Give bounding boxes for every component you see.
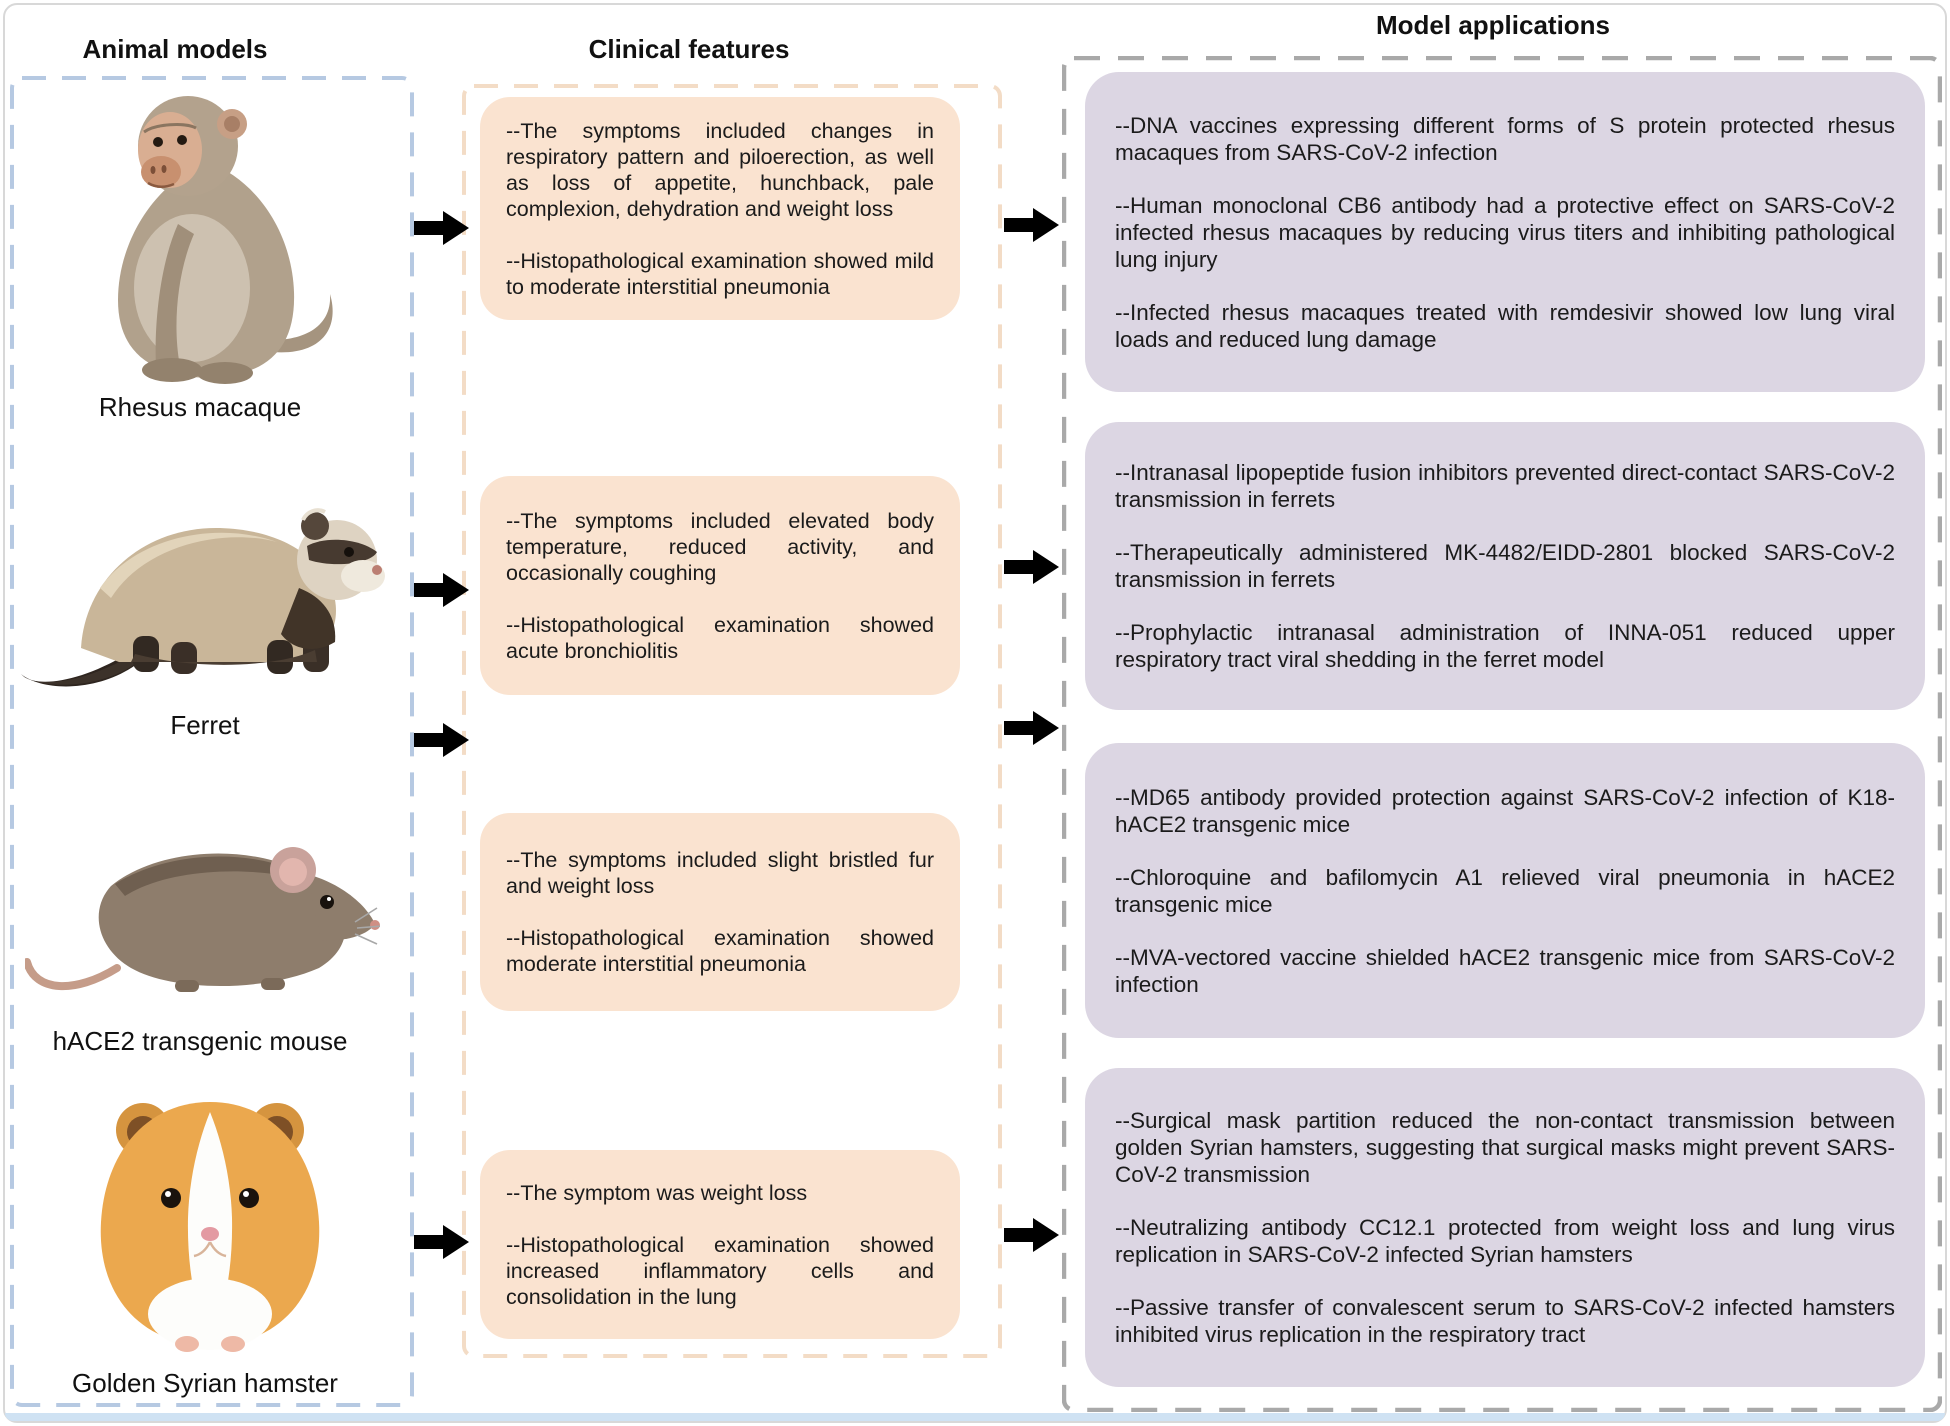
- arrow-icon: [1004, 548, 1060, 586]
- clinical-text: --Histopathological examination showed acute bronchiolitis: [506, 612, 934, 663]
- animal-label-hace2-mouse: hACE2 transgenic mouse: [52, 1026, 348, 1056]
- clinical-text: --Histopathological examination showed mild to moderate interstitial pneumonia: [506, 248, 934, 299]
- clinical-text: --The symptom was weight loss: [506, 1180, 808, 1205]
- application-text: --Surgical mask partition reduced the non-contact transmission between golden Syrian hamsters, suggesting that surgical masks might prevent SARS-CoV-2 transmission: [1115, 1108, 1895, 1187]
- clinical-text: --The symptoms included slight bristled fur and weight loss: [506, 848, 934, 898]
- animal-label-golden-syrian-hamster: Golden Syrian hamster: [72, 1368, 338, 1398]
- application-text: --Neutralizing antibody CC12.1 protected from weight loss and lung virus replication in SARS-CoV-2 infected Syrian hamsters: [1115, 1215, 1895, 1267]
- animal-label-rhesus-macaque: Rhesus macaque: [98, 392, 302, 422]
- arrow-icon: [414, 209, 470, 247]
- header-model-applications: Model applications: [1375, 10, 1611, 40]
- arrow-icon: [1004, 709, 1060, 747]
- rhesus-macaque-image: [60, 84, 350, 384]
- arrow-icon: [1004, 206, 1060, 244]
- applications-box-hamster: [1085, 1068, 1925, 1387]
- application-text: --DNA vaccines expressing different forms of S protein protected rhesus macaques from SARS-CoV-2 infection: [1115, 112, 1895, 165]
- application-text: --Prophylactic intranasal administration of INNA-051 reduced upper respiratory tract viral shedding in the ferret model: [1115, 620, 1895, 672]
- application-text: --Infected rhesus macaques treated with remdesivir showed low lung viral loads and reduced lung damage: [1115, 299, 1895, 352]
- application-text: --Intranasal lipopeptide fusion inhibitors prevented direct-contact SARS-CoV-2 transmission in ferrets: [1115, 460, 1895, 512]
- header-animal-models: Animal models: [82, 34, 268, 64]
- application-text: --Chloroquine and bafilomycin A1 relieved viral pneumonia in hACE2 transgenic mice: [1115, 864, 1895, 917]
- arrow-icon: [414, 1223, 470, 1261]
- animal-label-ferret: Ferret: [170, 710, 240, 740]
- clinical-box-rhesus: [480, 97, 960, 320]
- clinical-box-ferret: [480, 476, 960, 695]
- hace2-mouse-image: [25, 826, 380, 1016]
- applications-box-rhesus: [1085, 72, 1925, 392]
- arrow-icon: [1004, 1216, 1060, 1254]
- clinical-text: --Histopathological examination showed increased inflammatory cells and consolidation in the lung: [506, 1232, 934, 1309]
- clinical-text: --The symptoms included elevated body temperature, reduced activity, and occasionally coughing: [506, 508, 934, 585]
- application-text: --Therapeutically administered MK-4482/EIDD-2801 blocked SARS-CoV-2 transmission in ferrets: [1115, 540, 1895, 592]
- clinical-box-mouse: [480, 813, 960, 1011]
- clinical-text: --Histopathological examination showed moderate interstitial pneumonia: [506, 926, 934, 976]
- arrow-icon: [414, 721, 470, 759]
- applications-box-mouse: [1085, 743, 1925, 1038]
- application-text: --MVA-vectored vaccine shielded hACE2 transgenic mice from SARS-CoV-2 infection: [1115, 944, 1895, 997]
- clinical-box-hamster: [480, 1150, 960, 1339]
- arrow-icon: [414, 571, 470, 609]
- applications-box-ferret: [1085, 422, 1925, 710]
- ferret-image: [15, 458, 395, 698]
- application-text: --Human monoclonal CB6 antibody had a protective effect on SARS-CoV-2 infected rhesus macaques by reducing virus titers and inhibiting pathological lung injury: [1115, 192, 1895, 272]
- golden-syrian-hamster-image: [85, 1086, 335, 1362]
- bottom-edge-strip: [5, 1413, 1945, 1421]
- application-text: --MD65 antibody provided protection against SARS-CoV-2 infection of K18-hACE2 transgenic mice: [1115, 784, 1895, 837]
- clinical-text: --The symptoms included changes in respiratory pattern and piloerection, as well as loss of appetite, hunchback, pale complexion, dehydration and weight loss: [506, 118, 934, 221]
- header-clinical-features: Clinical features: [588, 34, 790, 64]
- application-text: --Passive transfer of convalescent serum to SARS-CoV-2 infected hamsters inhibited virus replication in the respiratory tract: [1115, 1295, 1895, 1347]
